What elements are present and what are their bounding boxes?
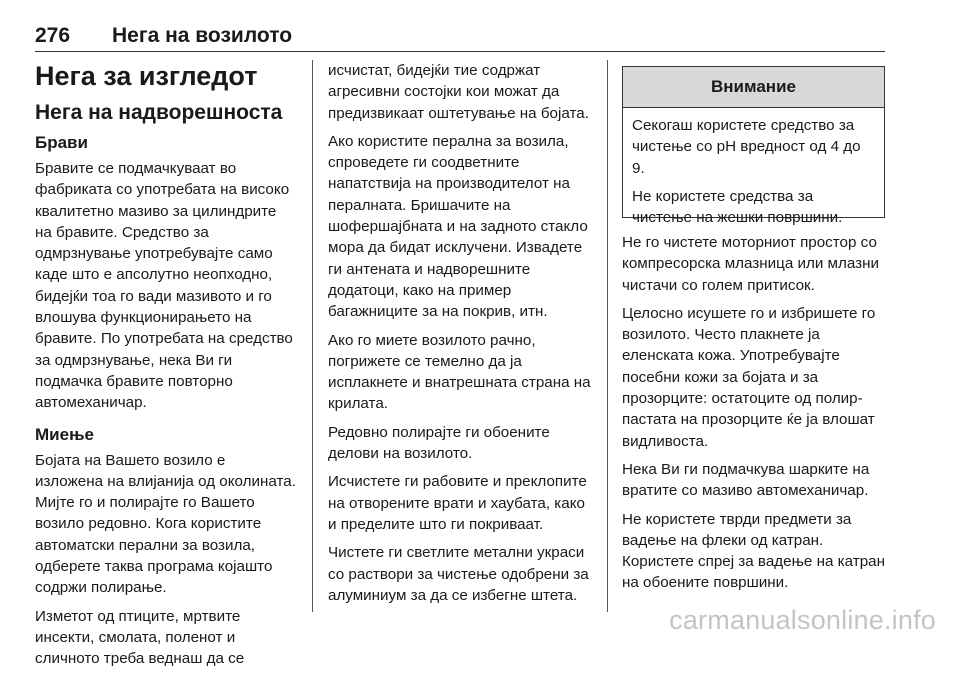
paragraph-tar: Не користете тврди предмети за вадење на флеки од катран. Користете спреј за вадење на катран на обоените површини. <box>622 510 885 592</box>
paragraph-droppings: Изметот од птиците, мртвите инсекти, смолата, поленот и сличното треба веднаш да се <box>35 607 245 668</box>
paragraph-continued: исчистат, бидејќи тие содржат агресивни состојки кои можат да предизвикаат оштетување на бојата. <box>328 62 589 122</box>
caution-box <box>622 66 885 227</box>
paragraph-metal-trim: Чистете ги светлите метални украси со раствори за чистење одобрени за алуминиум за да се избегне штета. <box>328 544 589 604</box>
paragraph-carwash: Ако користите перална за возила, спроведете ги соодветните напатствија на производителот на пералната. Бришачите на шофершајбната и на задното стакло мора да бидат исклучени. Извадете ги антената и надворешните додатоци, како на пример багажниците за на покрив, итн. <box>328 132 588 321</box>
caution-title: Внимание <box>623 67 884 108</box>
paragraph-paint: Бојата на Вашето возило е изложена на влијанија од околината. Мијте го и полирајте го Вашето возило редовно. Кога користите автоматски перални за возила, одберете таква програма којашто содржи полирање. <box>35 451 296 597</box>
header-rule <box>35 51 885 52</box>
column-divider-2 <box>607 60 608 612</box>
subsection-washing: Миење <box>35 424 94 444</box>
chapter-title: Нега за изгледот <box>35 61 258 91</box>
column-divider-1 <box>312 60 313 612</box>
paragraph-drying: Целосно исушете го и избришете го возилото. Често плакнете ја еленската кожа. Употребувајте посебни кожи за бојата и за прозорците: остатоците од полир-пастата на прозорците ќе ја влошат видливоста. <box>622 304 876 450</box>
page-header <box>35 22 885 52</box>
paragraph-polish: Редовно полирајте ги обоените делови на возилото. <box>328 423 550 463</box>
caution-hot-surfaces: Не користете средства за чистење на жешки површини. <box>632 187 843 227</box>
paragraph-edges: Исчистете ги рабовите и преклопите на отворените врати и хаубата, како и пределите што ги покриваат. <box>328 473 587 533</box>
column-1 <box>35 60 297 677</box>
section-title: Нега на надворешноста <box>35 101 283 124</box>
caution-ph: Секогаш користете средство за чистење со pH вредност од 4 до 9. <box>632 117 861 177</box>
page-number: 276 <box>35 24 71 47</box>
caution-body <box>623 108 884 228</box>
subsection-locks: Брави <box>35 133 88 152</box>
paragraph-hinges: Нека Ви ги подмачкува шарките на вратите со мазиво автомеханичар. <box>622 460 870 500</box>
paragraph-locks: Бравите се подмачкуваат во фабриката со употребата на високо квалитетно мазиво за цилиндрите на бравите. Средство за одмрзнување употребувајте само каде што е апсолутно неопходно, бидејќи тоа го вади мазивото и го влошува функционирањето на бравите. По употребата на средство за одмрзнување, нека Ви ги подмачка бравите повторно автомеханичар. <box>35 160 293 412</box>
watermark: carmanualsonline.info <box>669 605 936 635</box>
running-title: Нега на возилото <box>112 24 293 47</box>
column-2 <box>328 60 593 613</box>
paragraph-engine-bay: Не го чистете моторниот простор со компресорска млазница или млазни чистачи со голем притисок. <box>622 234 879 294</box>
column-3 <box>622 232 885 601</box>
paragraph-hand-wash: Ако го миете возилото рачно, погрижете се темелно да ја исплакнете и внатрешната страна на крилата. <box>328 331 591 413</box>
